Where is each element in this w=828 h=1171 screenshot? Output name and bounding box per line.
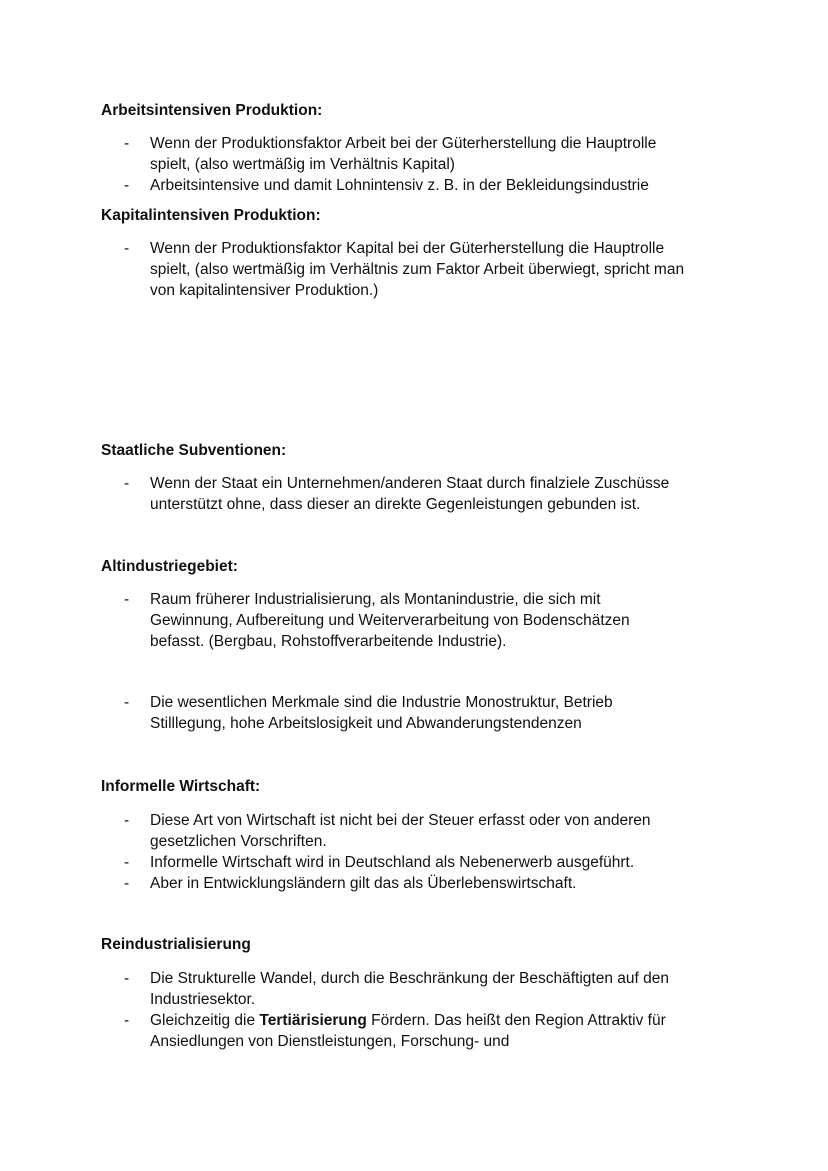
bullet-item bbox=[101, 968, 741, 1010]
bullet-line: spielt, (also wertmäßig im Verhältnis zum Faktor Arbeit überwiegt, spricht man bbox=[150, 261, 685, 278]
bullet-list bbox=[101, 968, 741, 1052]
section-altindustriegebiet bbox=[101, 556, 741, 734]
bullet-line: Raum früherer Industrialisierung, als Montanindustrie, die sich mit bbox=[150, 591, 601, 608]
bullet-list bbox=[101, 810, 741, 894]
bullet-dash: - bbox=[124, 1012, 130, 1029]
bullet-item bbox=[101, 873, 741, 894]
bullet-line: Wenn der Staat ein Unternehmen/anderen Staat durch finalziele Zuschüsse bbox=[150, 475, 670, 492]
bullet-item bbox=[101, 810, 741, 852]
bullet-line: Informelle Wirtschaft wird in Deutschland als Nebenerwerb ausgeführt. bbox=[150, 854, 635, 871]
bullet-dash: - bbox=[124, 970, 130, 987]
bullet-dash: - bbox=[124, 591, 130, 608]
bullet-item bbox=[101, 852, 741, 873]
section-heading: Altindustriegebiet: bbox=[101, 558, 238, 575]
bullet-line: gesetzlichen Vorschriften. bbox=[150, 833, 327, 850]
text-run: Fördern. Das heißt den Region Attraktiv für bbox=[366, 1012, 666, 1029]
section-heading: Staatliche Subventionen: bbox=[101, 442, 287, 459]
bullet-line: von kapitalintensiver Produktion.) bbox=[150, 282, 379, 299]
bullet-list bbox=[101, 133, 741, 196]
bullet-item bbox=[101, 473, 741, 515]
bullet-line: unterstützt ohne, dass dieser an direkte Gegenleistungen gebunden ist. bbox=[150, 496, 641, 513]
bullet-dash: - bbox=[124, 854, 130, 871]
section-heading: Informelle Wirtschaft: bbox=[101, 778, 261, 795]
bullet-dash: - bbox=[124, 240, 130, 257]
text-run: Gleichzeitig die bbox=[150, 1012, 260, 1029]
section-heading: Kapitalintensiven Produktion: bbox=[101, 207, 321, 224]
bullet-line: Wenn der Produktionsfaktor Kapital bei der Güterherstellung die Hauptrolle bbox=[150, 240, 665, 257]
bullet-item bbox=[101, 589, 741, 652]
bullet-line: Die Strukturelle Wandel, durch die Beschränkung der Beschäftigten auf den bbox=[150, 970, 669, 987]
bullet-item bbox=[101, 692, 741, 734]
bullet-item bbox=[101, 175, 741, 196]
bold-term: Tertiärisierung bbox=[259, 1012, 367, 1029]
section-informelle-wirtschaft bbox=[101, 776, 741, 894]
bullet-dash: - bbox=[124, 177, 130, 194]
bullet-dash: - bbox=[124, 875, 130, 892]
bullet-dash: - bbox=[124, 812, 130, 829]
bullet-line: Wenn der Produktionsfaktor Arbeit bei der Güterherstellung die Hauptrolle bbox=[150, 135, 657, 152]
bullet-line bbox=[150, 1010, 741, 1031]
bullet-line: Aber in Entwicklungsländern gilt das als Überlebenswirtschaft. bbox=[150, 875, 577, 892]
bullet-line: Gewinnung, Aufbereitung und Weiterverarbeitung von Bodenschätzen bbox=[150, 612, 630, 629]
bullet-list bbox=[101, 473, 741, 515]
bullet-list bbox=[101, 589, 741, 734]
bullet-list bbox=[101, 238, 741, 301]
section-kapitalintensive-produktion bbox=[101, 205, 741, 301]
bullet-dash: - bbox=[124, 135, 130, 152]
bullet-dash: - bbox=[124, 694, 130, 711]
section-reindustrialisierung bbox=[101, 934, 741, 1052]
section-heading: Reindustrialisierung bbox=[101, 936, 251, 953]
bullet-line: Diese Art von Wirtschaft ist nicht bei der Steuer erfasst oder von anderen bbox=[150, 812, 651, 829]
bullet-line: Arbeitsintensive und damit Lohnintensiv z. B. in der Bekleidungsindustrie bbox=[150, 177, 649, 194]
bullet-line: spielt, (also wertmäßig im Verhältnis Kapital) bbox=[150, 156, 455, 173]
bullet-item bbox=[101, 238, 741, 301]
bullet-item bbox=[101, 1010, 741, 1052]
bullet-item bbox=[101, 133, 741, 175]
section-arbeitsintensive-produktion bbox=[101, 100, 741, 196]
bullet-dash: - bbox=[124, 475, 130, 492]
bullet-line: Die wesentlichen Merkmale sind die Industrie Monostruktur, Betrieb bbox=[150, 694, 613, 711]
section-staatliche-subventionen bbox=[101, 440, 741, 515]
bullet-line: Ansiedlungen von Dienstleistungen, Forschung- und bbox=[150, 1033, 510, 1050]
bullet-line: befasst. (Bergbau, Rohstoffverarbeitende Industrie). bbox=[150, 633, 507, 650]
bullet-line: Stilllegung, hohe Arbeitslosigkeit und Abwanderungstendenzen bbox=[150, 715, 582, 732]
bullet-line: Industriesektor. bbox=[150, 991, 256, 1008]
section-heading: Arbeitsintensiven Produktion: bbox=[101, 102, 323, 119]
